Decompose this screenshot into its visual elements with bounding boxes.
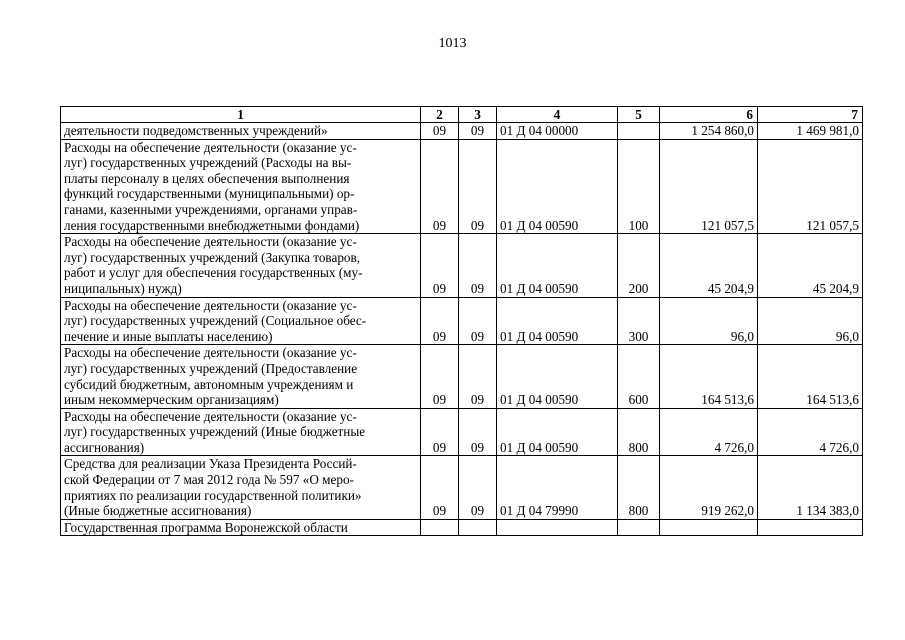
table-row [61, 456, 863, 519]
description-line: луг) государственных учреждений (Иные бюджетные [64, 424, 366, 440]
cell-subsection: 09 [459, 345, 497, 408]
cell-target-article: 01 Д 04 00590 [497, 345, 618, 408]
cell-subsection: 09 [459, 297, 497, 345]
description-line: (Иные бюджетные ассигнования) [64, 503, 252, 519]
cell-amount-year-1: 96,0 [660, 297, 758, 345]
page-number: 1013 [438, 36, 467, 51]
cell-subsection: 09 [459, 139, 497, 234]
cell-subsection: 09 [459, 234, 497, 297]
description-line: луг) государственных учреждений (Закупка товаров, [64, 249, 361, 265]
description-line: Расходы на обеспечение деятельности (оказание ус- [64, 345, 357, 361]
column-header-4: 4 [497, 107, 618, 123]
cell-amount-year-2: 121 057,5 [758, 139, 863, 234]
description-line: Государственная программа Воронежской области [64, 519, 348, 535]
cell-target-article: 01 Д 04 00590 [497, 234, 618, 297]
table-row [61, 345, 863, 408]
column-header-3: 3 [459, 107, 497, 123]
cell-subsection: 09 [459, 123, 497, 140]
cell-section: 09 [421, 234, 459, 297]
description-line: субсидий бюджетным, автономным учреждениям и [64, 376, 354, 392]
row-description [61, 408, 421, 456]
row-description [61, 139, 421, 234]
description-line: ассигнования) [64, 439, 145, 455]
description-line: Расходы на обеспечение деятельности (оказание ус- [64, 139, 357, 155]
cell-amount-year-2: 164 513,6 [758, 345, 863, 408]
description-line: печение и иные выплаты населению) [64, 328, 273, 344]
cell-subsection: 09 [459, 408, 497, 456]
cell-target-article: 01 Д 04 00590 [497, 297, 618, 345]
cell-target-article: 01 Д 04 00590 [497, 408, 618, 456]
description-line: ления государственными внебюджетными фондами) [64, 217, 360, 233]
cell-amount-year-1 [660, 519, 758, 536]
cell-amount-year-1: 121 057,5 [660, 139, 758, 234]
cell-target-article [497, 519, 618, 536]
description-line: платы персоналу в целях обеспечения выполнения [64, 170, 350, 186]
column-header-7: 7 [758, 107, 863, 123]
description-line: ниципальных) нужд) [64, 280, 182, 296]
description-line: деятельности подведомственных учреждений» [64, 123, 328, 138]
cell-expense-type: 800 [618, 456, 660, 519]
cell-section [421, 519, 459, 536]
description-line: работ и услуг для обеспечения государственных (му- [64, 265, 363, 281]
description-line: луг) государственных учреждений (Социальное обес- [64, 313, 367, 329]
description-line: луг) государственных учреждений (Предоставление [64, 360, 358, 376]
table-row [61, 519, 863, 536]
description-line: функций государственными (муниципальными) ор- [64, 186, 355, 202]
cell-subsection: 09 [459, 456, 497, 519]
description-line: луг) государственных учреждений (Расходы на вы- [64, 155, 352, 171]
cell-section: 09 [421, 139, 459, 234]
cell-expense-type: 300 [618, 297, 660, 345]
cell-target-article: 01 Д 04 79990 [497, 456, 618, 519]
cell-section: 09 [421, 345, 459, 408]
row-description [61, 297, 421, 345]
table-row [61, 139, 863, 234]
table-row [61, 234, 863, 297]
header-row [61, 107, 863, 123]
cell-expense-type: 100 [618, 139, 660, 234]
cell-amount-year-2: 1 134 383,0 [758, 456, 863, 519]
row-description [61, 345, 421, 408]
row-description [61, 123, 421, 140]
column-header-2: 2 [421, 107, 459, 123]
cell-amount-year-2 [758, 519, 863, 536]
cell-amount-year-2: 1 469 981,0 [758, 123, 863, 140]
row-description [61, 519, 421, 536]
cell-target-article: 01 Д 04 00000 [497, 123, 618, 140]
cell-expense-type [618, 519, 660, 536]
cell-amount-year-2: 45 204,9 [758, 234, 863, 297]
cell-section: 09 [421, 408, 459, 456]
description-line: иным некоммерческим организациям) [64, 392, 279, 408]
budget-table [60, 106, 863, 536]
description-line: ской Федерации от 7 мая 2012 года № 597 «О меро- [64, 472, 354, 488]
cell-amount-year-1: 919 262,0 [660, 456, 758, 519]
table-body [61, 123, 863, 536]
description-line: Расходы на обеспечение деятельности (оказание ус- [64, 297, 357, 313]
column-header-6: 6 [660, 107, 758, 123]
description-line: Расходы на обеспечение деятельности (оказание ус- [64, 408, 357, 424]
cell-expense-type [618, 123, 660, 140]
table-row [61, 297, 863, 345]
cell-amount-year-1: 1 254 860,0 [660, 123, 758, 140]
row-description [61, 456, 421, 519]
description-line: ганами, казенными учреждениями, органами управ- [64, 201, 358, 217]
cell-amount-year-1: 4 726,0 [660, 408, 758, 456]
cell-section: 09 [421, 456, 459, 519]
description-line: приятиях по реализации государственной политики» [64, 487, 362, 503]
description-line: Расходы на обеспечение деятельности (оказание ус- [64, 234, 357, 250]
cell-section: 09 [421, 297, 459, 345]
cell-amount-year-2: 4 726,0 [758, 408, 863, 456]
column-header-1: 1 [61, 107, 421, 123]
cell-amount-year-1: 45 204,9 [660, 234, 758, 297]
cell-target-article: 01 Д 04 00590 [497, 139, 618, 234]
table-row [61, 408, 863, 456]
row-description [61, 234, 421, 297]
cell-section: 09 [421, 123, 459, 140]
cell-expense-type: 800 [618, 408, 660, 456]
cell-expense-type: 200 [618, 234, 660, 297]
cell-amount-year-1: 164 513,6 [660, 345, 758, 408]
cell-amount-year-2: 96,0 [758, 297, 863, 345]
description-line: Средства для реализации Указа Президента Россий- [64, 456, 357, 472]
table-row [61, 123, 863, 140]
cell-expense-type: 600 [618, 345, 660, 408]
cell-subsection [459, 519, 497, 536]
column-header-5: 5 [618, 107, 660, 123]
